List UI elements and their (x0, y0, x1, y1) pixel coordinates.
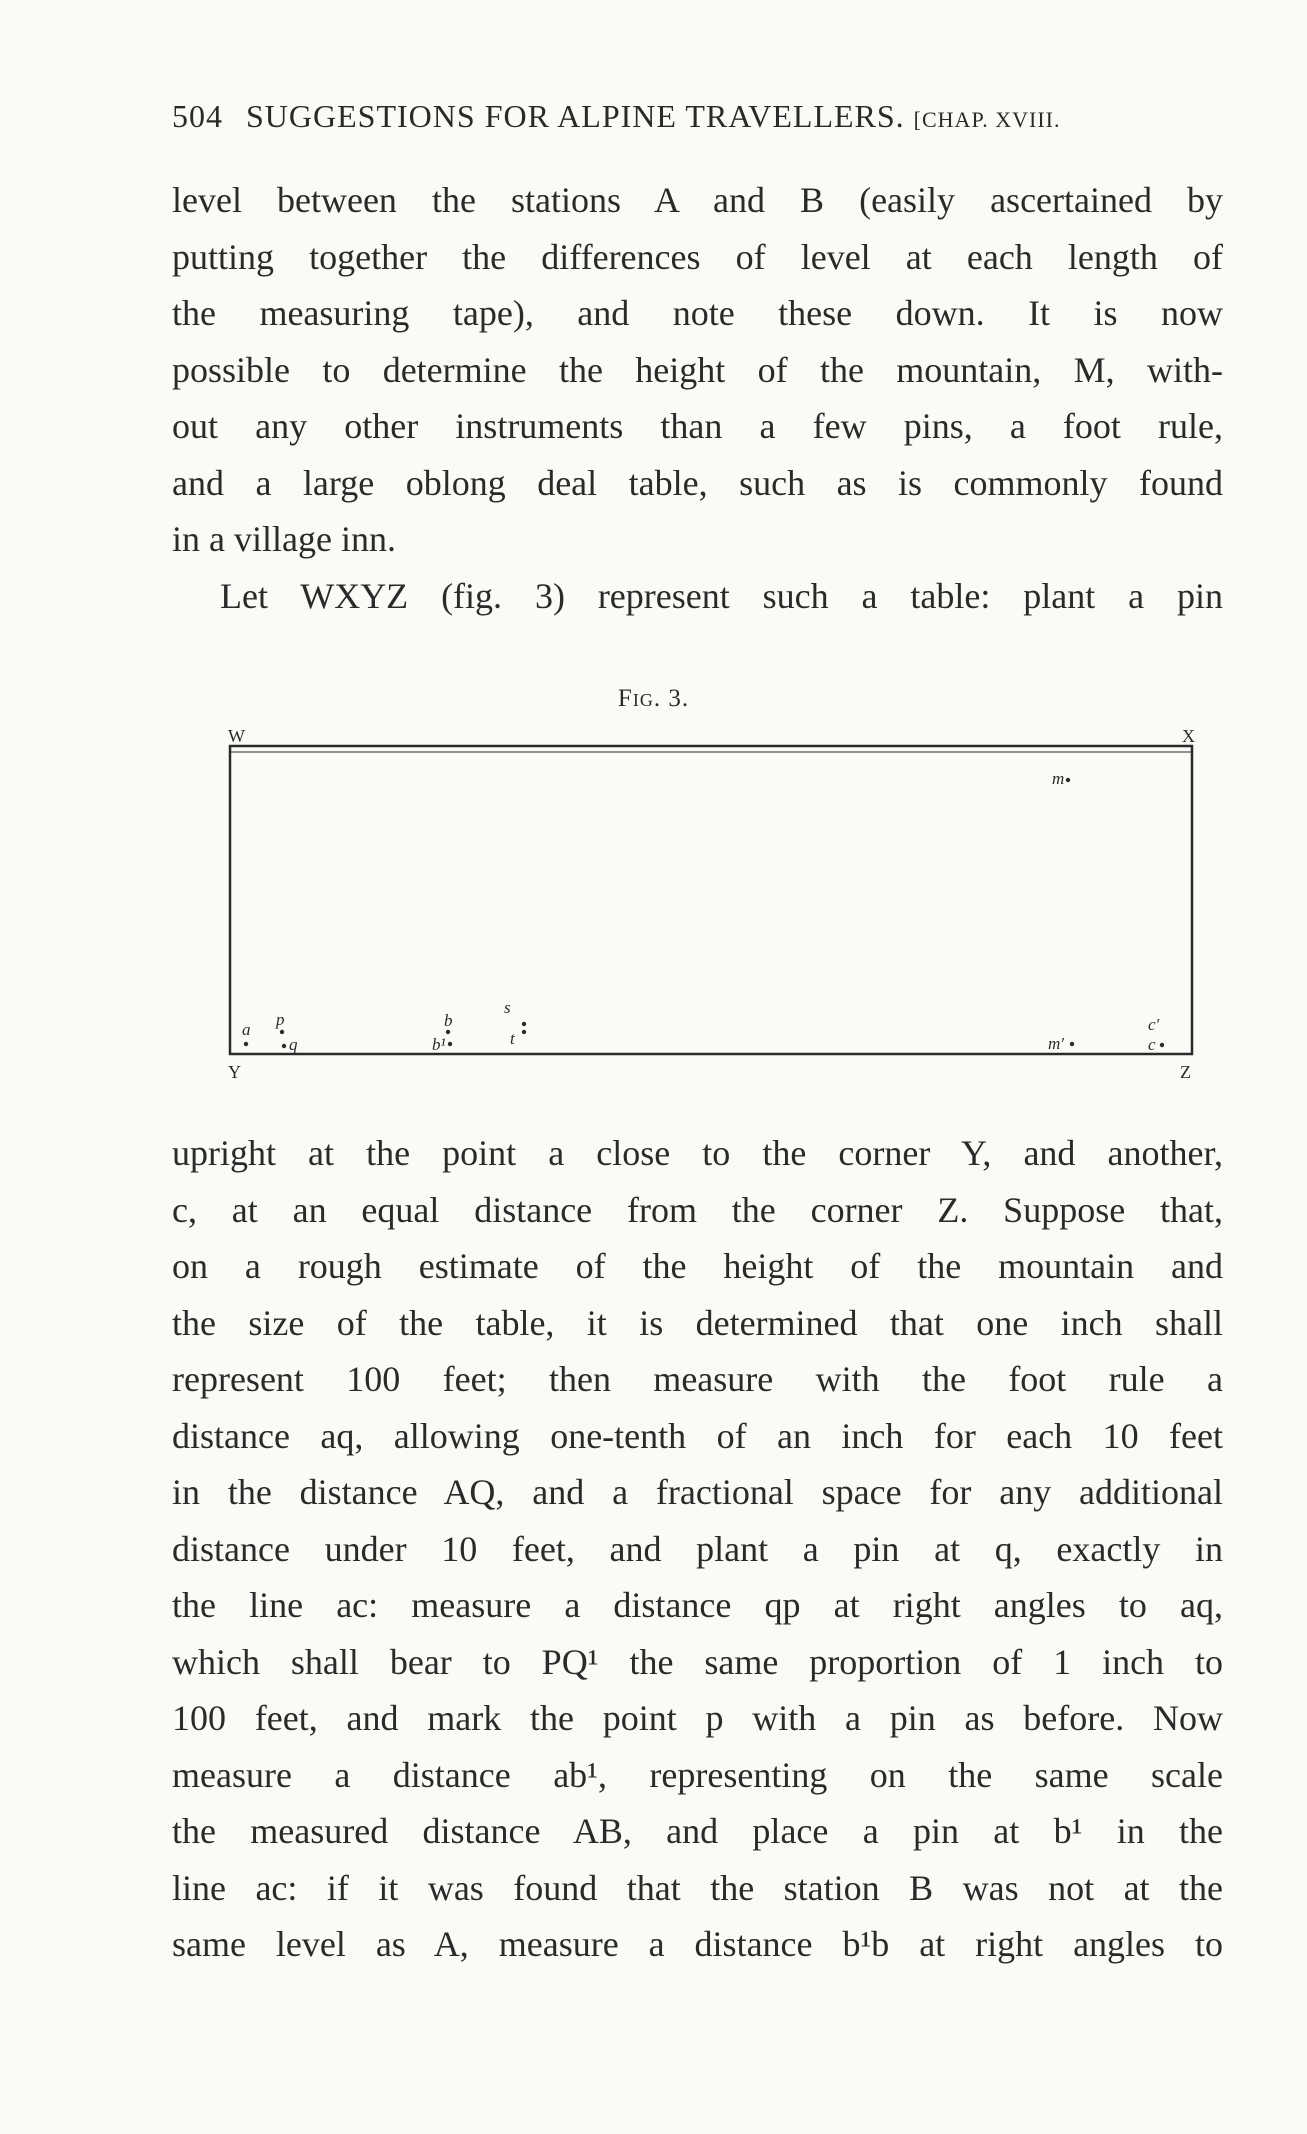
text-line: on a rough estimate of the height of the mountain and (172, 1246, 1223, 1286)
text-line: distance aq, allowing one-tenth of an inch for each 10 feet (172, 1415, 1223, 1456)
point-a-label: a (242, 1020, 251, 1039)
point-q-pin (282, 1044, 286, 1048)
point-m-label: m (1052, 769, 1065, 788)
point-s-pin (522, 1022, 526, 1026)
text-line: measure a distance ab¹, representing on the same scale (172, 1754, 1223, 1795)
text-line: represent 100 feet; then measure with the foot rule a (172, 1359, 1223, 1399)
text-line: and a large oblong deal table, such as is commonly found (172, 462, 1223, 503)
text-line: out any other instruments than a few pins, a foot rule, (172, 406, 1223, 446)
point-p-label: p (276, 1010, 285, 1029)
text-line: upright at the point a close to the corner Y, and another, (172, 1133, 1223, 1173)
corner-z-label: Z (1180, 1062, 1191, 1078)
corner-x-label: X (1182, 728, 1195, 746)
point-p-pin (280, 1030, 284, 1034)
point-b1-pin (448, 1042, 452, 1046)
point-m1-pin (1070, 1042, 1074, 1046)
text-line: distance under 10 feet, and plant a pin at q, exactly in (172, 1528, 1223, 1569)
point-b-pin (446, 1030, 450, 1034)
paragraph-bottom (172, 1125, 1223, 1973)
point-q-label: q (289, 1035, 298, 1054)
text-line: line ac: if it was found that the station B was not at the (172, 1867, 1223, 1908)
page-number: 504 (172, 98, 223, 134)
running-head (172, 98, 1232, 135)
table-diagram (220, 728, 1200, 1078)
point-a-pin (244, 1042, 248, 1046)
text-line: c, at an equal distance from the corner Z. Suppose that, (172, 1189, 1223, 1230)
text-line: level between the stations A and B (easily ascertained by (172, 180, 1223, 220)
point-c-pin (1160, 1043, 1164, 1047)
running-title: SUGGESTIONS FOR ALPINE TRAVELLERS. (246, 98, 905, 134)
text-line: the measuring tape), and note these down. It is now (172, 293, 1223, 333)
point-m-pin (1066, 778, 1070, 782)
text-line: in the distance AQ, and a fractional space for any additional (172, 1472, 1223, 1512)
point-c-label: c (1148, 1035, 1156, 1054)
corner-y-label: Y (228, 1062, 241, 1078)
text-line: the measured distance AB, and place a pin at b¹ in the (172, 1811, 1223, 1851)
point-s-pin-2 (522, 1030, 526, 1034)
point-b1-label: b¹ (432, 1035, 446, 1054)
chapter-label: [CHAP. XVIII. (913, 107, 1061, 132)
point-c1-label: c′ (1148, 1015, 1160, 1034)
text-line: putting together the differences of level at each length of (172, 236, 1223, 277)
text-line: same level as A, measure a distance b¹b at right angles to (172, 1924, 1223, 1964)
text-line: 100 feet, and mark the point p with a pin as before. Now (172, 1698, 1223, 1738)
text-line: Let WXYZ (fig. 3) represent such a table: plant a pin (220, 575, 1223, 616)
point-b-label: b (444, 1011, 453, 1030)
text-line: in a village inn. (172, 519, 396, 559)
text-line: the size of the table, it is determined that one inch shall (172, 1302, 1223, 1343)
point-m1-label: m′ (1048, 1034, 1064, 1053)
corner-w-label: W (228, 728, 245, 746)
text-line: which shall bear to PQ¹ the same proportion of 1 inch to (172, 1641, 1223, 1682)
text-line: possible to determine the height of the mountain, M, with- (172, 349, 1223, 390)
text-line: the line ac: measure a distance qp at right angles to aq, (172, 1585, 1223, 1625)
point-t-label: t (510, 1029, 515, 1048)
paragraph-top (172, 172, 1223, 624)
point-s-label: s (504, 998, 511, 1017)
table-outline (230, 746, 1192, 1054)
figure-caption: Fig. 3. (617, 685, 690, 712)
